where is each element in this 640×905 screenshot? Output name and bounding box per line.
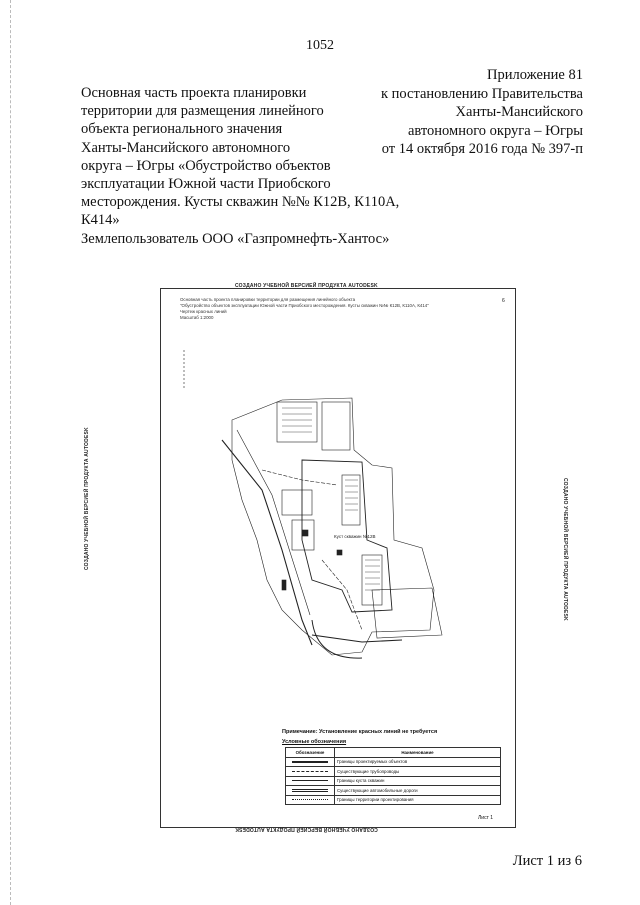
title-line: Основная часть проекта планировки [81,85,307,101]
drawing-note: Примечание: Установление красных линий не требуется [282,729,438,735]
title-line: территории для размещения линейного [81,103,324,120]
appendix-line: автономного округа – Югры [407,122,583,139]
legend-header-row [286,748,501,758]
title-line: объекта регионального значения [81,121,283,138]
appendix-line: Ханты-Мансийского [455,104,583,121]
legend-header-name: Наименование [335,748,501,758]
legend-symbol [286,757,335,767]
caption-line: Масштаб 1:2000 [180,315,214,320]
title-line: эксплуатации Южной части Приобского [81,176,331,193]
legend-label: Существующие автомобильные дороги [335,786,501,796]
title-line: К414» [81,212,120,229]
scan-edge-line [10,0,12,905]
title-line: Ханты-Мансийского автономного [81,139,291,156]
page-footer: Лист 1 из 6 [512,853,582,869]
legend-symbol [286,767,335,777]
appendix-line: Приложение 81 [487,67,583,83]
caption-line: Чертеж красных линий [180,309,227,314]
caption-line: "Обустройство объектов эксплуатации Южной части Приобского месторождения. Кусты скважин №№ К12В, К110А, К414" [180,303,429,308]
legend-title: Условные обозначения [282,739,347,745]
pad-label: Куст скважин №12В [334,534,376,539]
legend-row [286,795,501,805]
legend-label: Границы куста скважин [335,776,501,786]
legend-label: Границы территории проектирования [335,795,501,805]
title-line: округа – Югры «Обустройство объектов [81,157,331,174]
caption-line: Основная часть проекта планировки территории для размещения линейного объекта [180,297,356,302]
page-number: 1052 [306,38,334,53]
legend-header-symbol: Обозначение [286,748,335,758]
autodesk-stamp-bottom: СОЗДАНО УЧЕБНОЙ ВЕРСИЕЙ ПРОДУКТА AUTODESK [235,826,378,832]
document-title [81,84,411,248]
legend-label: Существующие трубопроводы [335,767,501,777]
legend-row [286,776,501,786]
legend-table [285,747,501,805]
legend-row [286,757,501,767]
site-outline [232,398,434,655]
legend-row [286,767,501,777]
legend-symbol [286,795,335,805]
legend-symbol [286,786,335,796]
autodesk-stamp-left: СОЗДАНО УЧЕБНОЙ ВЕРСИЕЙ ПРОДУКТА AUTODESK [84,427,90,570]
autodesk-stamp-right: СОЗДАНО УЧЕБНОЙ ВЕРСИЕЙ ПРОДУКТА AUTODESK [562,478,568,621]
legend-symbol [286,776,335,786]
corner-mark: 6 [502,298,505,304]
legend-label: Границы проектируемых объектов [335,757,501,767]
appendix-line: от 14 октября 2016 года № 397-п [381,141,583,158]
title-line: Землепользователь ООО «Газпромнефть-Хантос» [81,230,390,247]
drawing-sheet-label: Лист 1 [478,815,494,821]
legend-row [286,786,501,796]
appendix-line: к постановлению Правительства [381,85,583,102]
site-plan-drawing [162,290,512,710]
title-line: месторождения. Кусты скважин №№ К12В, К110А, [81,194,400,211]
autodesk-stamp-top: СОЗДАНО УЧЕБНОЙ ВЕРСИЕЙ ПРОДУКТА AUTODESK [235,283,378,289]
